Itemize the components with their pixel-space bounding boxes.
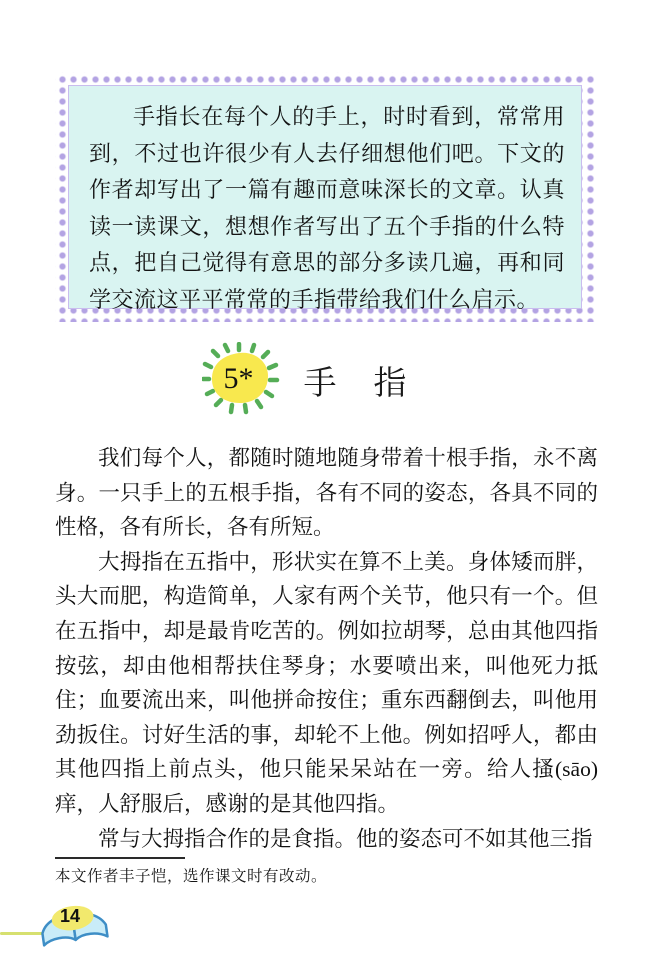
- page-number-book-icon: [36, 898, 112, 954]
- footnote: [55, 857, 598, 886]
- page-number: 14: [59, 906, 81, 926]
- intro-box-inner: [68, 85, 582, 312]
- lesson-title-row: [0, 340, 610, 420]
- lesson-title: 手 指: [303, 365, 409, 402]
- body-paragraph: 大拇指在五指中，形状实在算不上美。身体矮而胖，头大而肥，构造简单，人家有两个关节，他只有一个。但在五指中，却是最肯吃苦的。例如拉胡琴，总由其他四指按弦，却由他相帮扶住琴身；水要喷出来，叫他死力抵住；血要流出来，叫他拼命按住；重东西翻倒去，叫他用劲扳住。讨好生活的事，却轮不上他。例如招呼人，都由其他四指上前点头，他只能呆呆站在一旁。给人搔(sāo)痒，人舒服后，感谢的是其他四指。: [55, 549, 598, 816]
- footnote-rule: [55, 857, 185, 859]
- intro-text: 手指长在每个人的手上，时时看到，常常用到，不过也许很少有人去仔细想他们吧。下文的作者却写出了一篇有趣而意味深长的文章。认真读一读课文，想想作者写出了五个手指的什么特点，把自己觉得有意思的部分多读几遍，再和同学交流这平平常常的手指带给我们什么启示。: [89, 104, 565, 312]
- lesson-number-sun-icon: [202, 342, 282, 418]
- footnote-text: 本文作者丰子恺，选作课文时有改动。: [55, 868, 328, 885]
- intro-box: [55, 72, 595, 322]
- body-paragraph: 常与大拇指合作的是食指。他的姿态可不如其他三指: [98, 826, 593, 851]
- lesson-body: [55, 441, 598, 856]
- lesson-number: 5*: [223, 362, 254, 395]
- body-paragraph: 我们每个人，都随时随地随身带着十根手指，永不离身。一只手上的五根手指，各有不同的姿态，各具不同的性格，各有所长，各有所短。: [55, 446, 598, 540]
